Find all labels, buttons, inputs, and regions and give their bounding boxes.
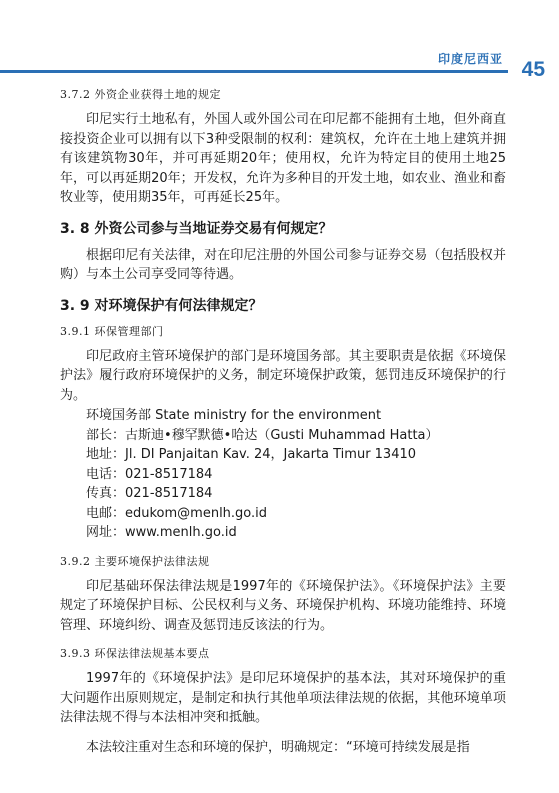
ministry-fax: 传真：021-8517184 [86,486,213,501]
ministry-address: 地址：Jl. DI Panjaitan Kav. 24，Jakarta Timur 13410 [86,447,417,462]
running-header-country: 印度尼西亚 [437,52,503,66]
ministry-name: 环境国务部 State ministry for the environment [86,408,382,423]
heading-3-9-2: 3.9.2 主要环境保护法律法规 [60,554,210,568]
ministry-website: 网址：www.menlh.go.id [86,525,237,540]
header-rule [0,70,508,73]
paragraph-securities: 根据印尼有关法律，对在印尼注册的外国公司参与证券交易（包括股权并购）与本土公司享受同等待遇。 [60,247,506,282]
heading-3-7-2: 3.7.2 外资企业获得土地的规定 [60,88,221,101]
page-number: 45 [521,58,545,81]
paragraph-law-basics-1: 1997年的《环境保护法》是印尼环境保护的基本法，其对环境保护的重大问题作出原则规定，是制定和执行其他单项法律法规的依据，其他环境单项法律法规不得与本法相冲突和抵触。 [60,671,506,725]
heading-3-8: 3. 8 外资公司参与当地证券交易有何规定？ [60,220,333,237]
ministry-contact-block [86,406,506,543]
heading-3-9-3: 3.9.3 环保法律法规基本要点 [60,647,210,660]
heading-3-9: 3. 9 对环境保护有何法律规定？ [60,297,263,314]
minister-name: 部长：古斯迪•穆罕默德•哈达（Gusti Muhammad Hatta） [86,427,439,443]
page-body [60,86,506,767]
paragraph-law-basics-2: 本法较注重对生态和环境的保护，明确规定：“环境可持续发展是指 [86,739,470,755]
paragraph-land-rights: 印尼实行土地私有，外国人或外国公司在印尼都不能拥有土地，但外商直接投资企业可以拥有以下3种受限制的权利：建筑权，允许在土地上建筑并拥有该建筑物30年，并可再延期20年；使用权，允许为特定目的使用土地25年，可以再延期20年；开发权，允许为多种目的开发土地，如农业、渔业和畜牧业等，使用期35年，可再延长25年。 [60,112,506,205]
heading-3-9-1: 3.9.1 环保管理部门 [60,324,164,338]
ministry-phone: 电话：021-8517184 [86,466,213,482]
ministry-email: 电邮：edukom@menlh.go.id [86,505,268,521]
paragraph-env-laws: 印尼基础环保法律法规是1997年的《环境保护法》。《环境保护法》主要规定了环境保护目标、公民权利与义务、环境保护机构、环境功能维持、环境管理、环境纠纷、调查及惩罚违反该法的行为。 [60,578,506,633]
paragraph-env-authority: 印尼政府主管环境保护的部门是环境国务部。其主要职责是依据《环境保护法》履行政府环境保护的义务，制定环境保护政策，惩罚违反环境保护的行为。 [60,348,506,403]
